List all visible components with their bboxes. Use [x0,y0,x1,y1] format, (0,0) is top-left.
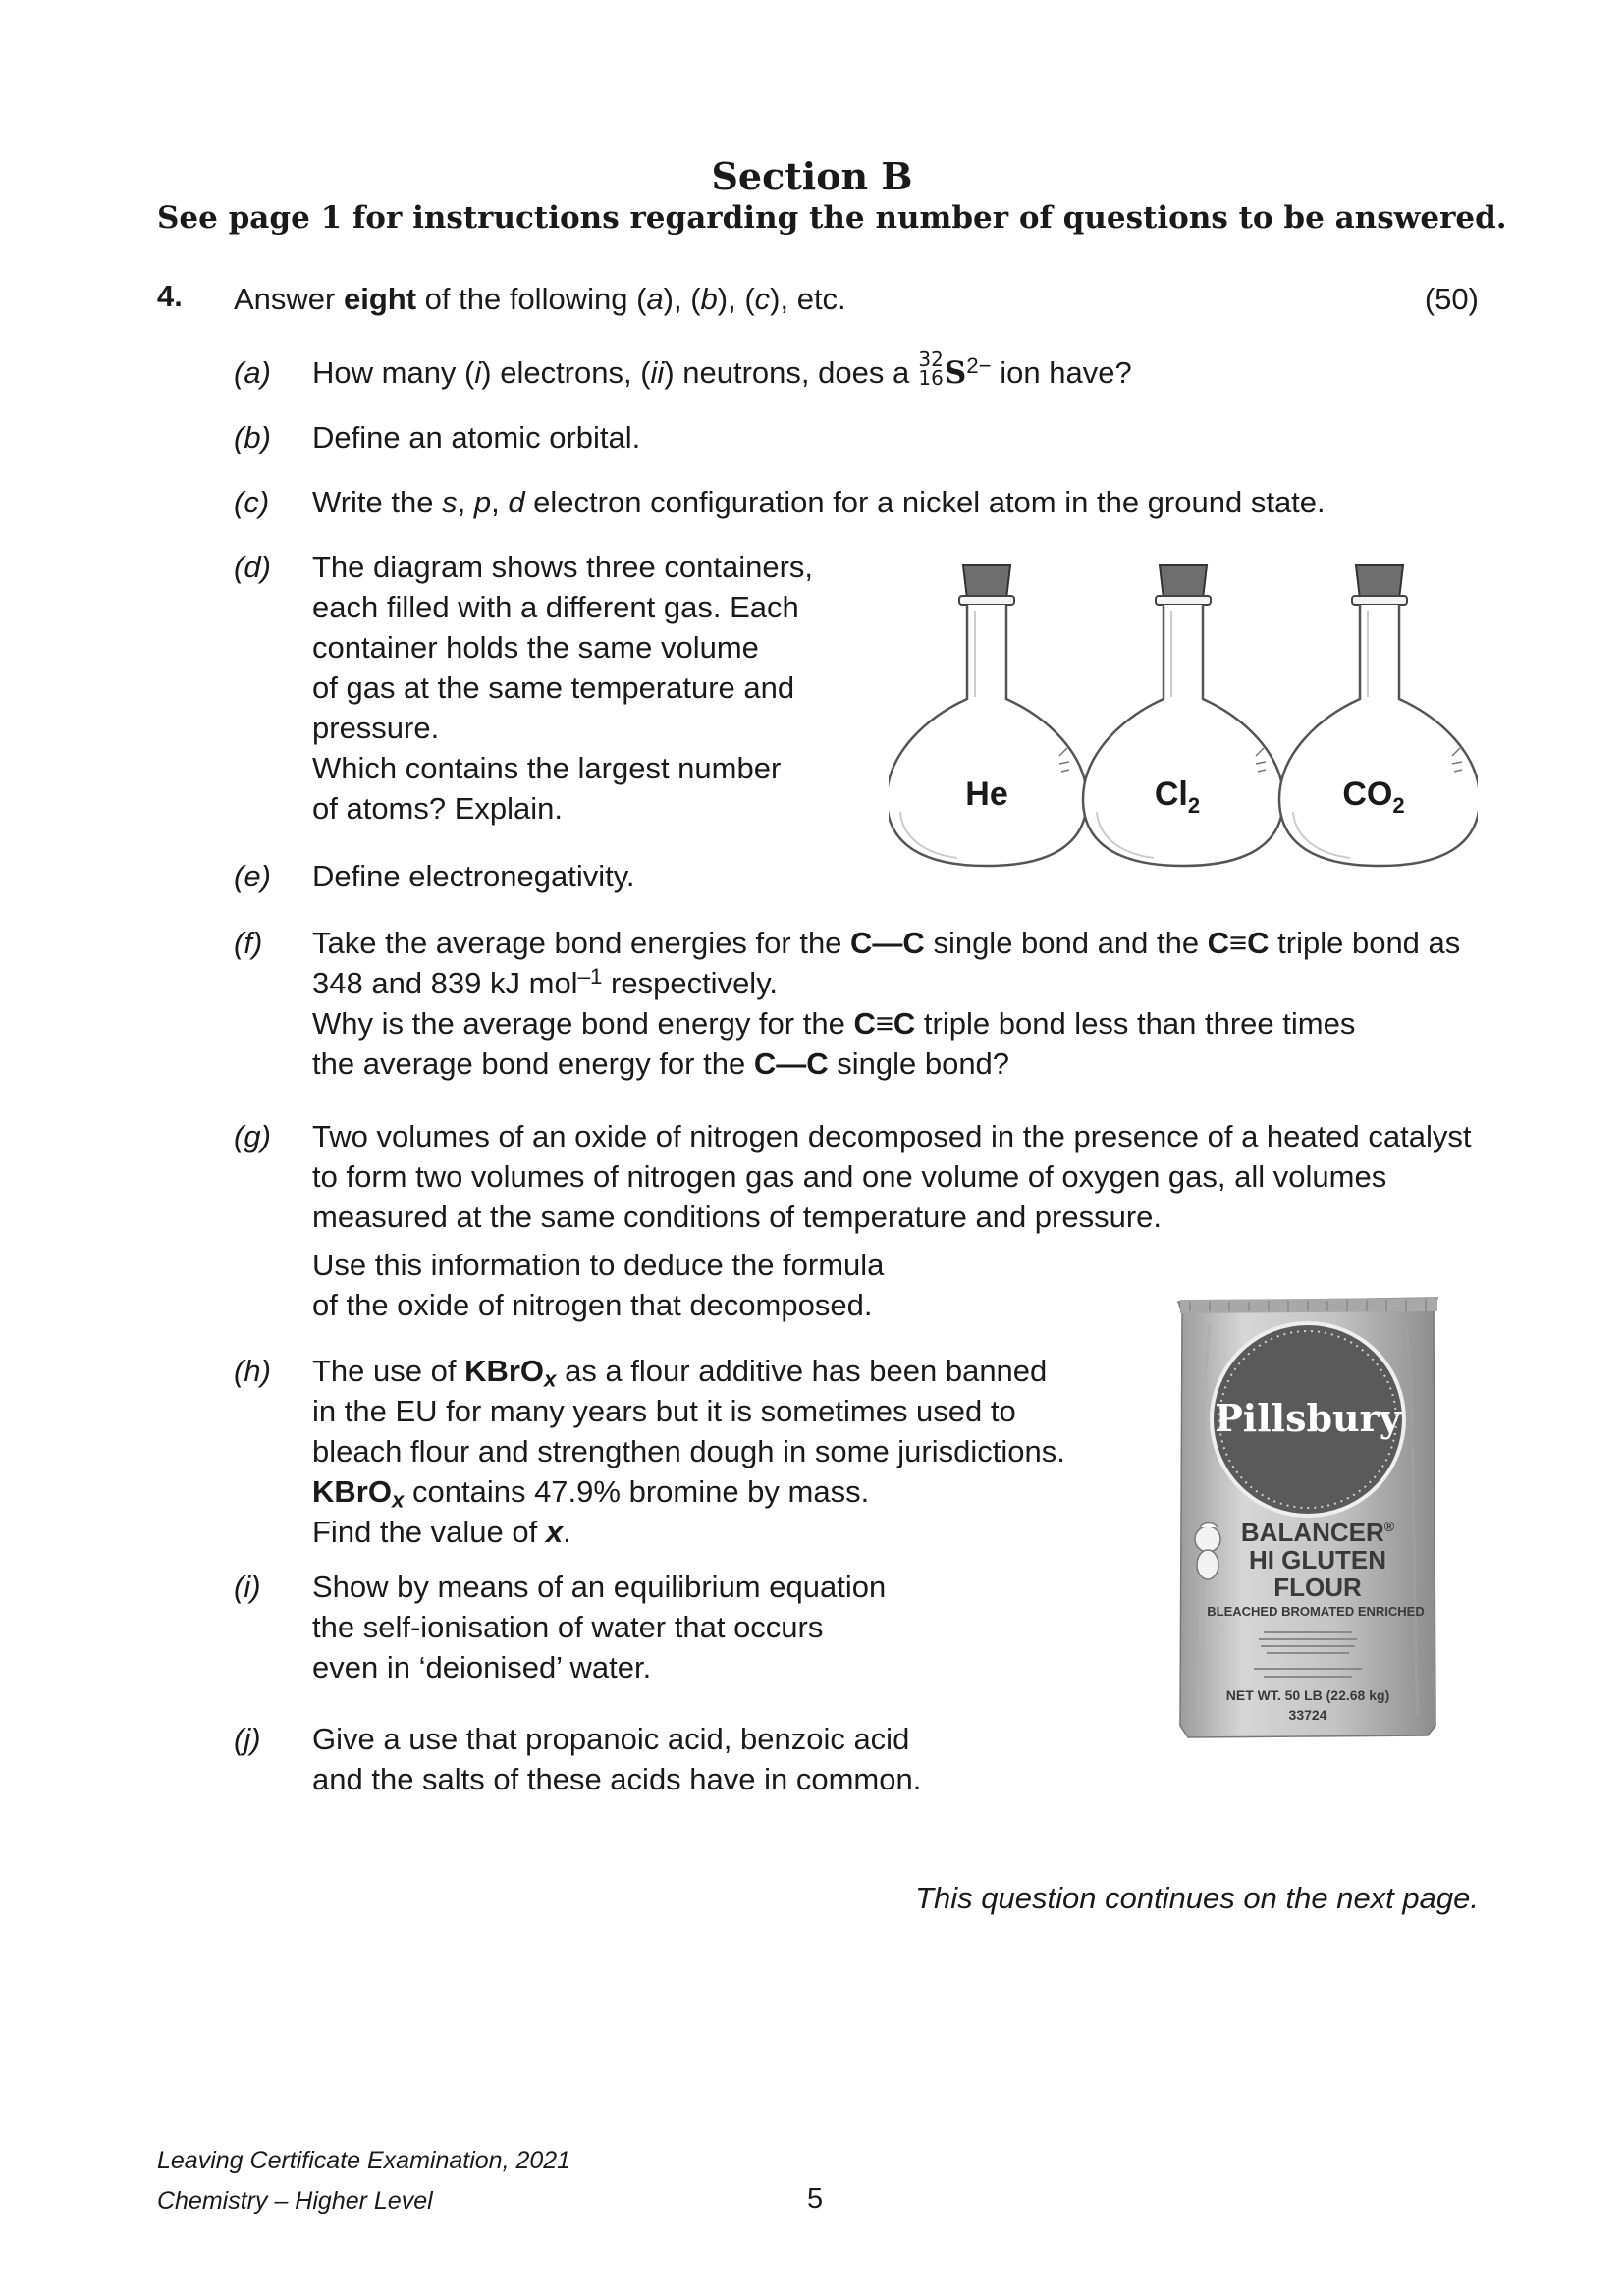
part-g-label: (g) [234,1119,271,1153]
part-j-text: Give a use that propanoic acid, benzoic acid and the salts of these acids have in common. [312,1722,922,1796]
part-e-label: (e) [234,859,271,893]
flask-he-label: He [965,775,1008,813]
footer-subject: Chemistry – Higher Level [157,2187,433,2215]
flask-cl2 [1083,565,1283,866]
part-b-label: (b) [234,420,271,454]
part-f-text: Take the average bond energies for the C—C single bond and the C≡C triple bond as 348 and 839 kJ mol$^{-1}$ respectively. Why is the average bond energy for the C≡C triple bond less than three times the average bond energy for the C—C single bond? [312,926,1461,1081]
part-b-text: Define an atomic orbital. [312,420,641,454]
isotope-notation: 32 16 [918,347,944,390]
part-e-text: Define electronegativity. [312,859,635,893]
flour-line3: FLOUR [1273,1573,1362,1602]
continues-note: This question continues on the next page. [915,1881,1479,1915]
question-number: 4. [157,279,183,313]
part-a-text: How many (i) electrons, (ii) neutrons, does a 32 16 $S^{2-}$ ion have? [312,347,1132,391]
part-c-label: (c) [234,485,270,519]
flask-co2 [1279,565,1478,866]
flour-bag-image [1170,1294,1445,1745]
part-f-label: (f) [234,926,263,960]
flour-code: 33724 [1288,1707,1327,1723]
part-g-text: Two volumes of an oxide of nitrogen decomposed in the presence of a heated catalyst to form two volumes of nitrogen gas and one volume of oxygen gas, all volumes measured at the same conditions of temperature and pressure. Use this information to deduce the formula of the oxide of nitrogen that decomposed. [312,1119,1472,1322]
part-i-text: Show by means of an equilibrium equation the self-ionisation of water that occurs even in ‘deionised’ water. [312,1570,887,1684]
footer-exam-title: Leaving Certificate Examination, 2021 [157,2147,571,2174]
flour-brand: Pillsbury [1215,1396,1401,1440]
part-c-text: Write the s, p, d electron configuration for a nickel atom in the ground state. [312,485,1326,519]
part-h-label: (h) [234,1354,271,1388]
part-h-text: The use of KBrO$_x$ as a flour additive has been banned in the EU for many years but it is sometimes used to bleach flour and strengthen dough in some jurisdictions. KBrO$_x$ contains 47.9% bromine by mass. Find the value of x. [312,1354,1065,1549]
instructions: See page 1 for instructions regarding the number of questions to be answered. [157,200,1507,236]
question-intro: Answer eight of the following (a), (b), (c), etc. [234,282,846,316]
flask-cl2-label: $Cl_2$ [1154,775,1201,818]
flour-line2: HI GLUTEN [1248,1545,1387,1575]
page-number: 5 [807,2183,824,2215]
part-i-label: (i) [234,1570,261,1604]
gas-flasks-diagram [889,552,1478,876]
flour-line4: BLEACHED BROMATED ENRICHED [1207,1604,1425,1619]
section-title: Section B [711,154,913,198]
part-d-text: The diagram shows three containers, each filled with a different gas. Each container holds the same volume of gas at the same temperature and pressure. Which contains the largest number of atoms? Explain. [312,550,814,826]
part-j-label: (j) [234,1722,261,1756]
question-marks: (50) [1424,282,1479,316]
flour-weight: NET WT. 50 LB (22.68 kg) [1225,1687,1390,1703]
flask-co2-label: $CO_2$ [1342,775,1405,818]
part-d-label: (d) [234,550,271,584]
flour-line1: BALANCER® [1240,1518,1395,1547]
flask-he [889,565,1087,866]
part-a-label: (a) [234,355,271,390]
